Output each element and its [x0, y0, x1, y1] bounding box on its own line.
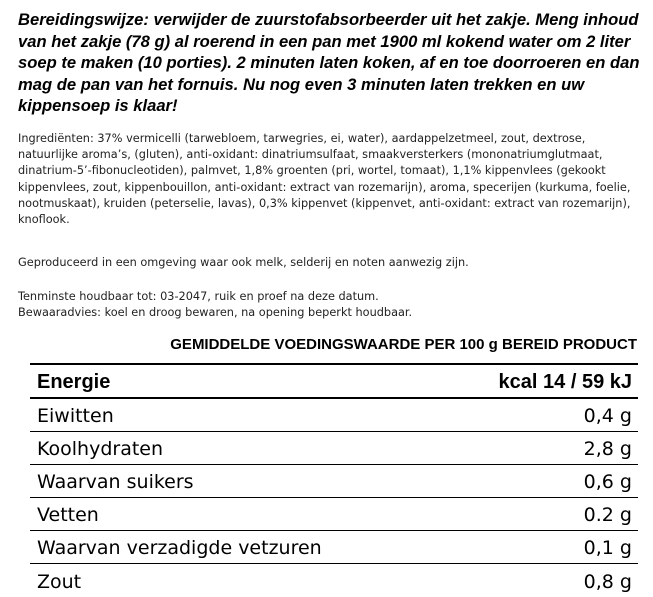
nutrition-table-title: GEMIDDELDE VOEDINGSWAARDE PER 100 g BEREID PRODUCT [170, 336, 637, 353]
nutrition-row-salt [30, 564, 638, 597]
best-before-date: Tenminste houdbaar tot: 03-2047, ruik en proef na deze datum. [18, 290, 379, 303]
nutrition-value: 0,8 g [583, 571, 632, 593]
nutrition-table [30, 363, 638, 597]
nutrition-label: Eiwitten [37, 405, 114, 427]
nutrition-label: Zout [37, 571, 82, 593]
nutrition-row-energy [30, 365, 638, 399]
nutrition-label: Vetten [37, 504, 99, 526]
nutrition-label: Koolhydraten [37, 438, 164, 460]
nutrition-row-fat [30, 498, 638, 531]
nutrition-value: 0,1 g [583, 537, 632, 559]
nutrition-label: Waarvan verzadigde vetzuren [37, 537, 322, 559]
allergen-production-note: Geproduceerd in een omgeving waar ook melk, selderij en noten aanwezig zijn. [18, 256, 469, 269]
preparation-instructions: Bereidingswijze: verwijder de zuurstofabsorbeerder uit het zakje. Meng inhoud van het zakje (78 g) al roerend in een pan met 1900 ml kokend water om 2 liter soep te maken (10 porties). 2 minuten laten koken, af en toe doorroeren en dan mag de pan van het fornuis. Nu nog even 3 minuten laten trekken en uw kippensoep is klaar! [18, 10, 640, 115]
nutrition-row-sugars [30, 465, 638, 498]
nutrition-row-protein [30, 399, 638, 432]
nutrition-value: 0,6 g [583, 471, 632, 493]
nutrition-value: 0.2 g [583, 504, 632, 526]
ingredients-list: Ingrediënten: 37% vermicelli (tarwebloem, tarwegries, ei, water), aardappelzetmeel, zout, dextrose, natuurlijke aroma’s, (gluten), anti-oxidant: dinatriumsulfaat, smaakversterkers (mononatriumglutmaat, dinatrium-5’-fibonucleotiden), palmvet, 1,8% groenten (pri, wortel, tomaat), 1,1% kippenvlees (gekookt kippenvlees, zout, kippenbouillon, anti-oxidant: extract van rozemarijn), aroma, specerijen (kurkuma, foelie, nootmuskaat), kruiden (peterselie, lavas), 0,3% kippenvet (kippenvet, anti-oxidant: extract van rozemarijn), knoflook. [18, 132, 631, 227]
nutrition-value: 2,8 g [583, 438, 632, 460]
storage-info [18, 289, 643, 321]
storage-advice: Bewaaradvies: koel en droog bewaren, na opening beperkt houdbaar. [18, 306, 413, 320]
nutrition-value: kcal 14 / 59 kJ [498, 371, 632, 393]
nutrition-label: Waarvan suikers [37, 471, 194, 493]
nutrition-value: 0,4 g [583, 405, 632, 427]
nutrition-row-saturated-fat [30, 531, 638, 564]
nutrition-label: Energie [37, 371, 111, 393]
nutrition-row-carbohydrates [30, 432, 638, 465]
